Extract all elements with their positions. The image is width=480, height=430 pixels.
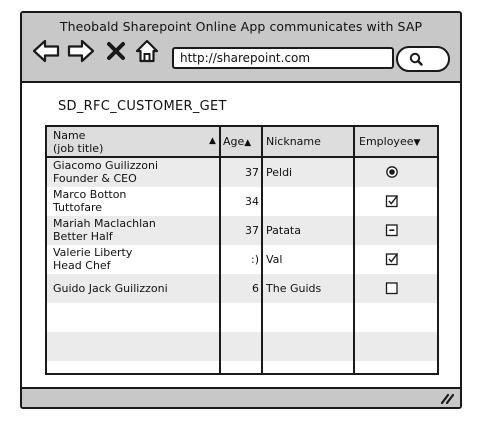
employee-name: Marco Botton: [53, 188, 127, 201]
table-row[interactable]: [47, 158, 437, 187]
cell-name: [53, 282, 168, 295]
employee-title: Tuttofare: [53, 201, 103, 214]
header-age-label: Age: [223, 135, 245, 148]
column-divider: [261, 127, 263, 373]
browser-toolbar: [22, 13, 460, 83]
table-row[interactable]: [47, 274, 437, 303]
stop-icon[interactable]: [106, 39, 126, 63]
resize-grip-icon[interactable]: [440, 392, 454, 404]
cell-nickname: The Guids: [266, 282, 322, 295]
cell-name: [53, 217, 156, 243]
search-field[interactable]: [396, 46, 450, 72]
cell-nickname: Val: [266, 253, 283, 266]
employee-name: Valerie Liberty: [53, 246, 133, 259]
sort-toggle-icon: ▲: [244, 138, 252, 148]
cell-age: :): [251, 253, 259, 266]
employee-title: Better Half: [53, 230, 113, 243]
column-header-name[interactable]: [53, 129, 103, 158]
employee-title: Founder & CEO: [53, 172, 137, 185]
home-icon[interactable]: [135, 39, 159, 63]
cell-name: [53, 246, 132, 272]
employee-name: Guido Jack Guilizzoni: [53, 282, 168, 295]
forward-arrow-icon[interactable]: [67, 39, 95, 63]
cell-age: 34: [245, 195, 259, 208]
browser-window: [20, 11, 462, 409]
employee-name: Mariah Maclachlan: [53, 217, 156, 230]
radio-selected-icon[interactable]: [385, 165, 399, 179]
cell-name: [53, 159, 158, 185]
sort-ascending-icon[interactable]: ▲: [209, 136, 216, 146]
cell-age: 6: [252, 282, 259, 295]
checkbox-unchecked-icon[interactable]: [385, 281, 399, 295]
table-row-empty: [47, 303, 437, 332]
checkbox-indeterminate-icon[interactable]: [385, 223, 399, 237]
table-row[interactable]: [47, 216, 437, 245]
cell-nickname: Peldi: [266, 166, 293, 179]
customer-table: [45, 125, 439, 375]
column-divider: [353, 127, 355, 373]
employee-name: Giacomo Guilizzoni: [53, 159, 159, 172]
table-row[interactable]: [47, 245, 437, 274]
column-divider: [219, 127, 221, 373]
page-title: SD_RFC_CUSTOMER_GET: [58, 99, 227, 114]
cell-age: 37: [245, 224, 259, 237]
cell-nickname: Patata: [266, 224, 301, 237]
cell-age: 37: [245, 166, 259, 179]
table-row-empty: [47, 332, 437, 361]
header-job-title-label: (job title): [53, 142, 104, 155]
table-header: [47, 127, 437, 158]
back-arrow-icon[interactable]: [32, 39, 60, 63]
dropdown-arrow-icon: ▼: [413, 138, 421, 148]
header-employee-label: Employee: [359, 135, 414, 148]
url-field[interactable]: http://sharepoint.com: [172, 47, 394, 69]
column-header-nickname[interactable]: Nickname: [266, 135, 321, 148]
checkbox-checked-icon[interactable]: [385, 194, 399, 208]
cell-name: [53, 188, 126, 214]
window-title: Theobald Sharepoint Online App communicates with SAP: [59, 19, 423, 34]
status-bar: [22, 387, 460, 407]
table-row[interactable]: [47, 187, 437, 216]
checkbox-checked-icon[interactable]: [385, 252, 399, 266]
employee-title: Head Chef: [53, 259, 111, 272]
header-name-label: Name: [53, 129, 86, 142]
search-icon: [409, 52, 423, 66]
